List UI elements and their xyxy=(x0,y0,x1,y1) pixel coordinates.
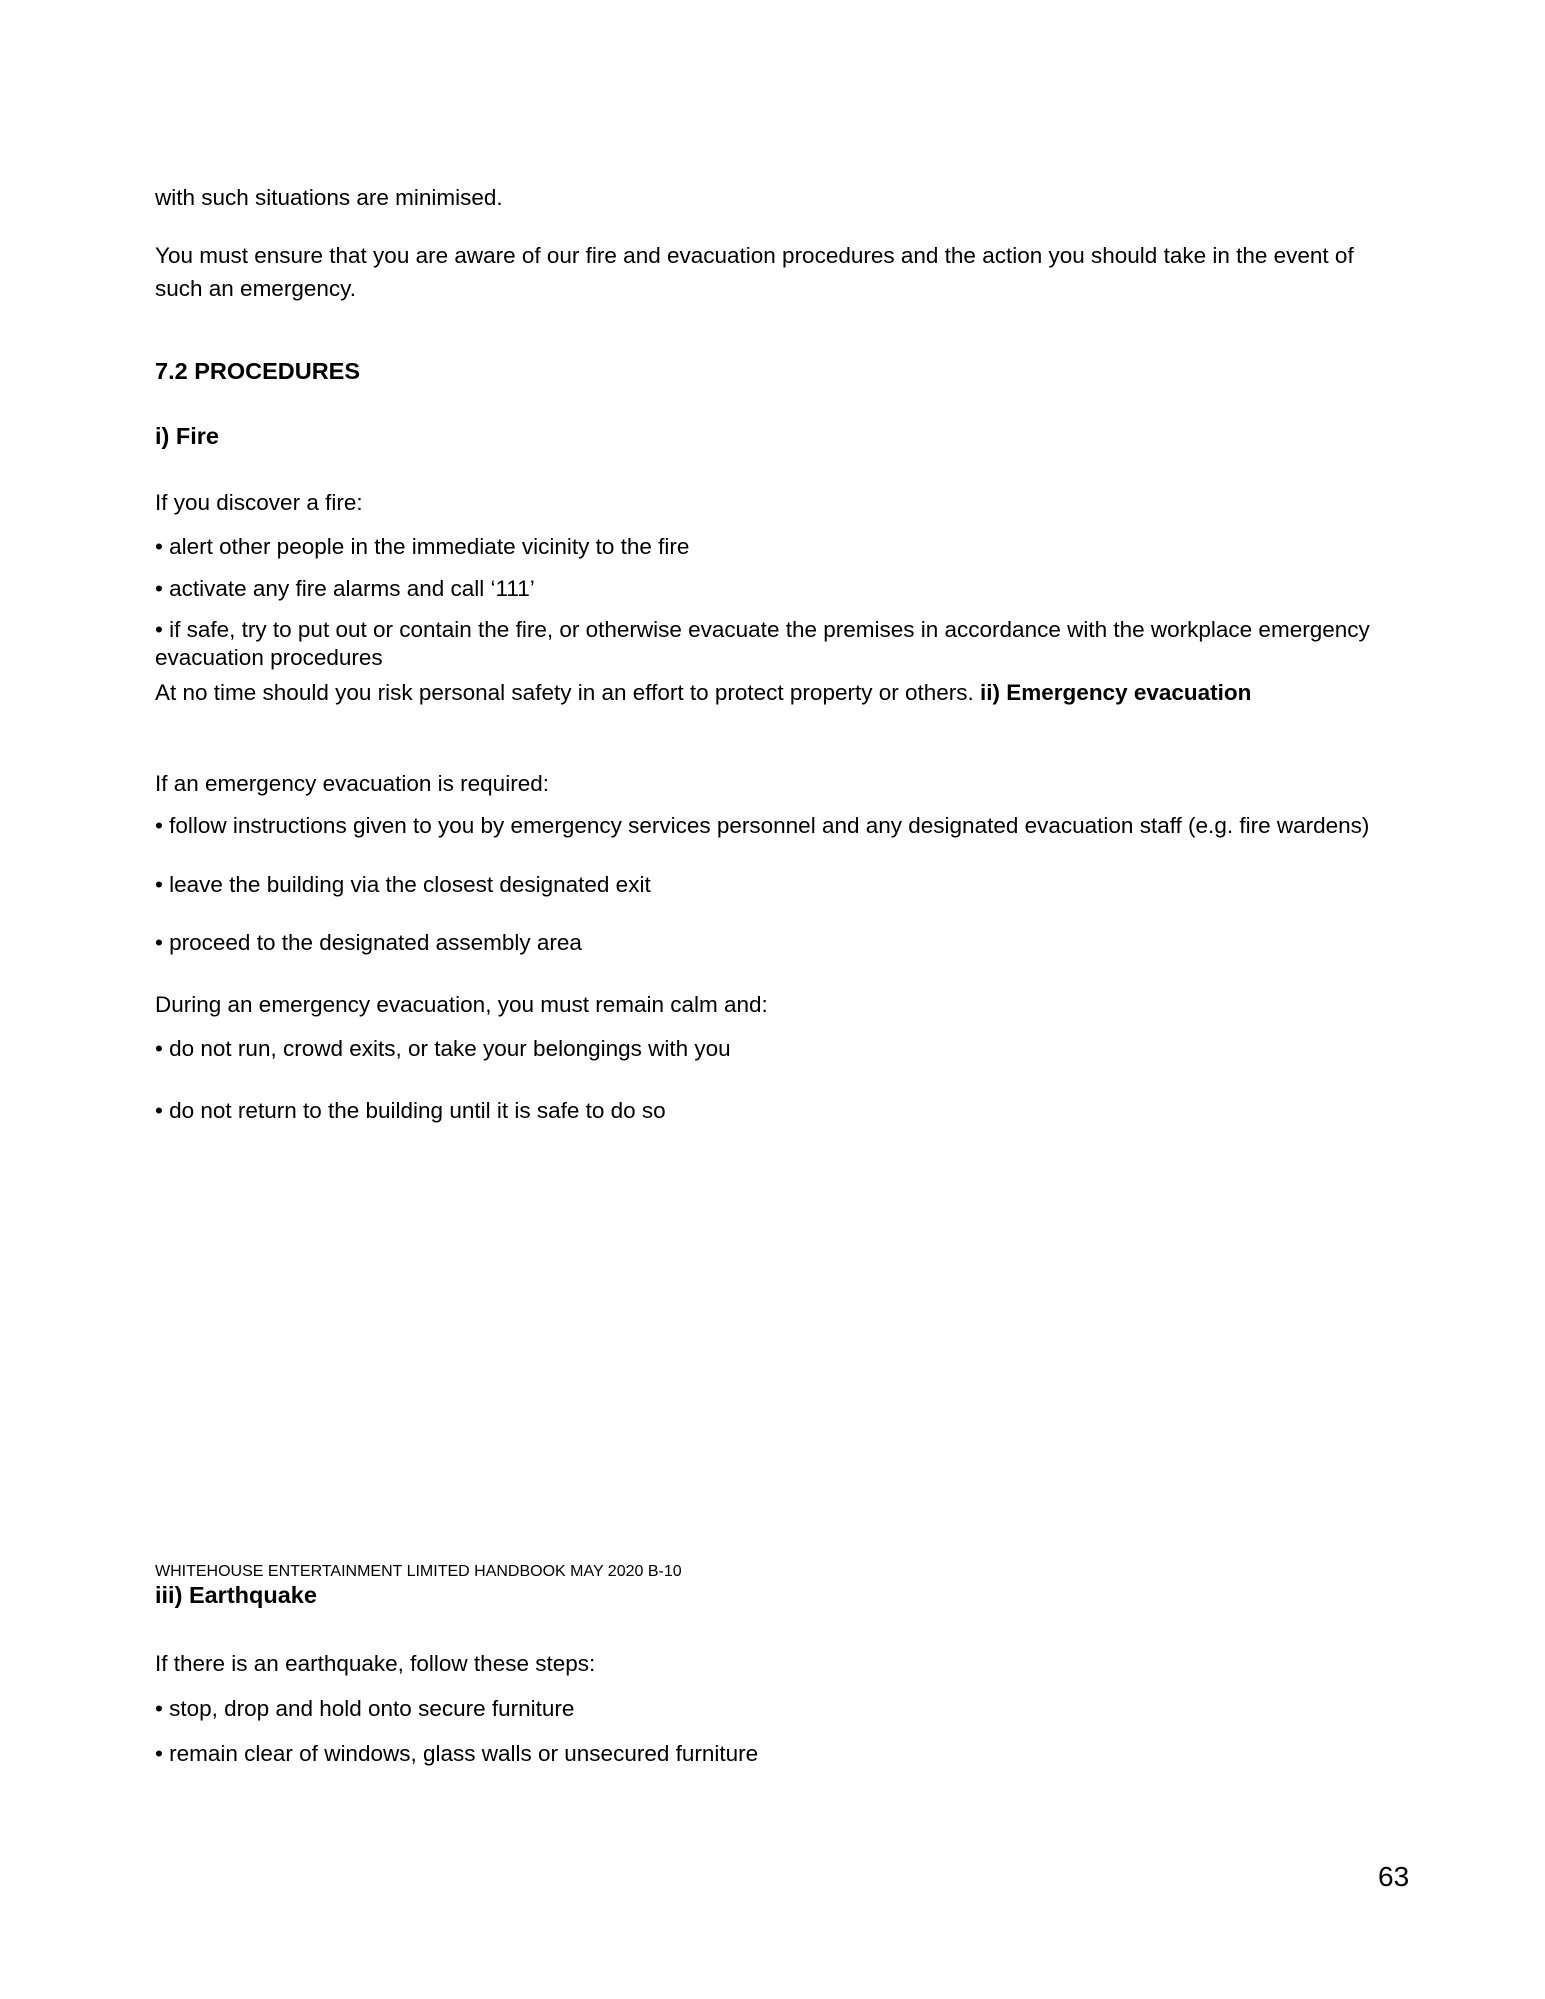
fire-closing-line xyxy=(155,676,1251,709)
intro-paragraph: You must ensure that you are aware of our fire and evacuation procedures and the action you should take in the event of such an emergency. xyxy=(155,243,1354,301)
evacuation-heading: ii) Emergency evacuation xyxy=(980,680,1252,705)
evacuation-bullet-2: • leave the building via the closest designated exit xyxy=(155,872,651,897)
evacuation-lead: If an emergency evacuation is required: xyxy=(155,771,549,796)
calm-bullet-2: • do not return to the building until it is safe to do so xyxy=(155,1098,666,1123)
fire-bullet-2: • activate any fire alarms and call ‘111’ xyxy=(155,576,535,601)
earthquake-bullet-2: • remain clear of windows, glass walls or unsecured furniture xyxy=(155,1741,759,1766)
calm-lead: During an emergency evacuation, you must remain calm and: xyxy=(155,992,768,1017)
calm-bullet-1: • do not run, crowd exits, or take your belongings with you xyxy=(155,1036,731,1061)
page-footer: WHITEHOUSE ENTERTAINMENT LIMITED HANDBOOK MAY 2020 B-10 xyxy=(155,1563,682,1580)
fire-closing: At no time should you risk personal safety in an effort to protect property or others. xyxy=(155,680,974,705)
earthquake-heading: iii) Earthquake xyxy=(155,1582,317,1608)
earthquake-lead: If there is an earthquake, follow these steps: xyxy=(155,1651,596,1676)
page-number: 63 xyxy=(1378,1861,1410,1892)
earthquake-bullet-1: • stop, drop and hold onto secure furniture xyxy=(155,1696,575,1721)
section-heading: 7.2 PROCEDURES xyxy=(155,358,361,384)
fire-bullet-3: • if safe, try to put out or contain the fire, or otherwise evacuate the premises in accordance with the workplace emergency evacuation procedures xyxy=(155,617,1370,670)
evacuation-bullet-3: • proceed to the designated assembly area xyxy=(155,930,582,955)
fire-lead: If you discover a fire: xyxy=(155,490,363,515)
continued-text: with such situations are minimised. xyxy=(155,185,503,210)
fire-heading: i) Fire xyxy=(155,423,219,449)
evacuation-bullet-1: • follow instructions given to you by emergency services personnel and any designated evacuation staff (e.g. fire wardens) xyxy=(155,813,1370,838)
fire-bullet-1: • alert other people in the immediate vicinity to the fire xyxy=(155,534,690,559)
